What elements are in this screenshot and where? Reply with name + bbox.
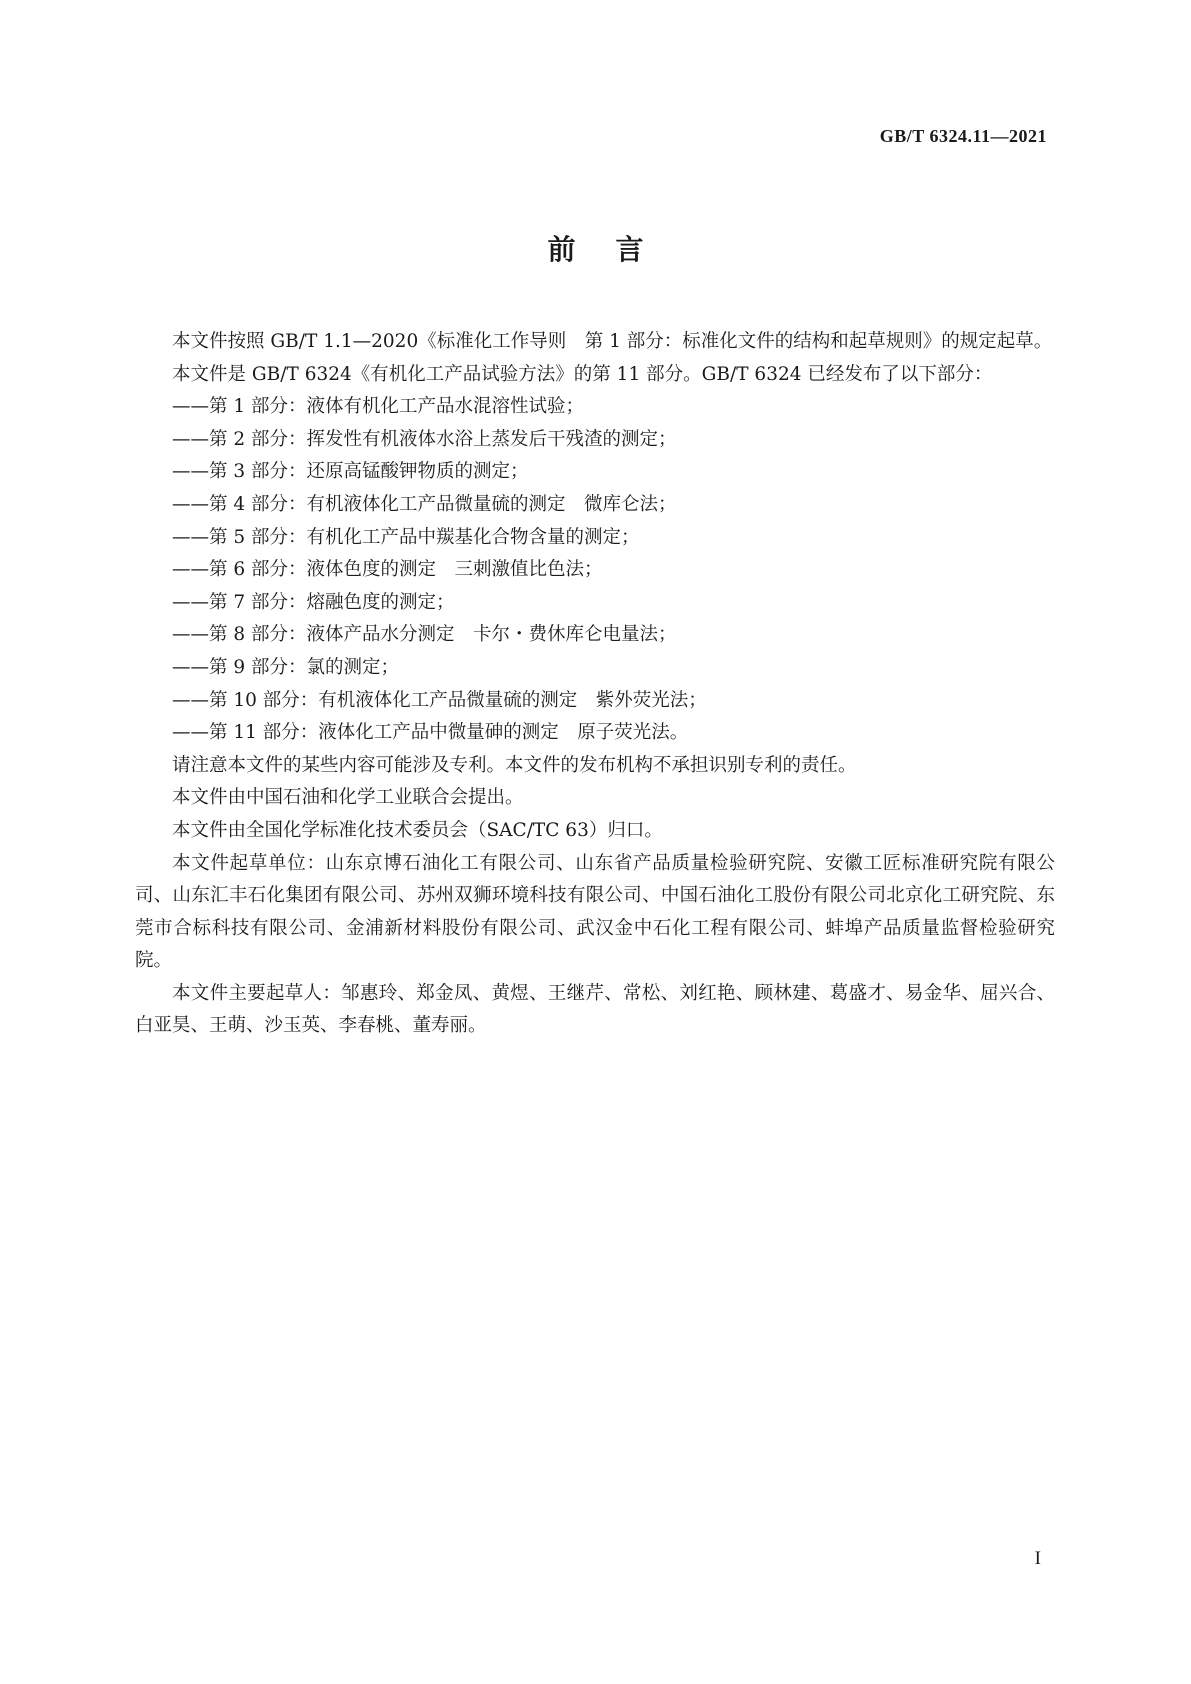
paragraph-proposer: 本文件由中国石油和化学工业联合会提出。 <box>172 787 524 809</box>
list-item: ——第 5 部分：有机化工产品中羰基化合物含量的测定； <box>172 526 640 548</box>
list-item: ——第 6 部分：液体色度的测定 三刺激值比色法； <box>172 559 603 581</box>
list-item: ——第 2 部分：挥发性有机液体水浴上蒸发后干残渣的测定； <box>172 428 677 450</box>
page-number: I <box>1034 1548 1041 1569</box>
parts-list <box>135 391 1055 750</box>
standard-number: GB/T 6324.11—2021 <box>879 126 1047 146</box>
paragraph-drafters: 本文件主要起草人：邹惠玲、郑金凤、黄煜、王继芹、常松、刘红艳、顾林建、葛盛才、易金华、屈兴合、白亚昊、王萌、沙玉英、李春桃、董寿丽。 <box>135 982 1055 1037</box>
list-item: ——第 7 部分：熔融色度的测定； <box>172 591 455 613</box>
paragraph-drafting-units: 本文件起草单位：山东京博石油化工有限公司、山东省产品质量检验研究院、安徽工匠标准研究院有限公司、山东汇丰石化集团有限公司、苏州双狮环境科技有限公司、中国石油化工股份有限公司北京化工研究院、东莞市合标科技有限公司、金浦新材料股份有限公司、武汉金中石化工程有限公司、蚌埠产品质量监督检验研究院。 <box>135 852 1055 972</box>
list-item: ——第 3 部分：还原高锰酸钾物质的测定； <box>172 461 529 483</box>
list-item: ——第 1 部分：液体有机化工产品水混溶性试验； <box>172 396 585 418</box>
paragraph-patent-notice: 请注意本文件的某些内容可能涉及专利。本文件的发布机构不承担识别专利的责任。 <box>172 754 857 776</box>
foreword-body <box>135 326 1055 1043</box>
paragraph-series-intro: 本文件是 GB/T 6324《有机化工产品试验方法》的第 11 部分。GB/T 6324 已经发布了以下部分： <box>172 363 993 385</box>
paragraph-committee: 本文件由全国化学标准化技术委员会（SAC/TC 63）归口。 <box>172 819 663 841</box>
list-item: ——第 4 部分：有机液体化工产品微量硫的测定 微库仑法； <box>172 493 677 515</box>
list-item: ——第 9 部分：氯的测定； <box>172 656 400 678</box>
list-item: ——第 11 部分：液体化工产品中微量砷的测定 原子荧光法。 <box>172 722 689 744</box>
list-item: ——第 10 部分：有机液体化工产品微量硫的测定 紫外荧光法； <box>172 689 707 711</box>
paragraph-drafting-rules: 本文件按照 GB/T 1.1—2020《标准化工作导则 第 1 部分：标准化文件的结构和起草规则》的规定起草。 <box>172 331 1053 352</box>
list-item: ——第 8 部分：液体产品水分测定 卡尔・费休库仑电量法； <box>172 624 677 646</box>
page-title: 前言 <box>547 233 684 266</box>
